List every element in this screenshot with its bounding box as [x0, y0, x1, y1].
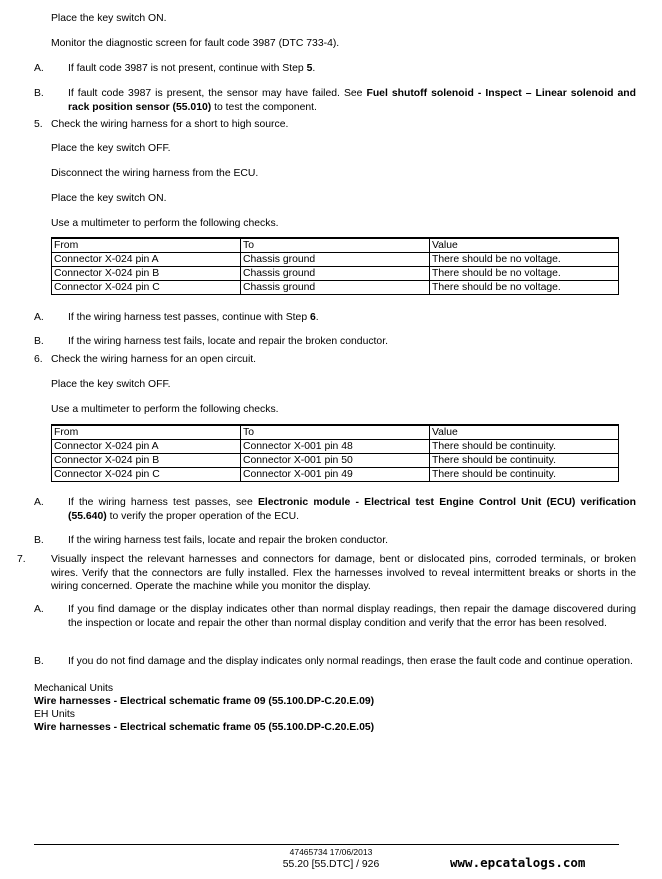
- option-letter: B.: [34, 88, 44, 99]
- step-ref[interactable]: 6: [310, 312, 316, 323]
- option-b: [34, 655, 636, 669]
- option-letter: A.: [34, 497, 44, 508]
- table-cell: Connector X-001 pin 48: [241, 440, 430, 454]
- voltage-check-table: [51, 237, 619, 295]
- footer-divider: [34, 844, 619, 845]
- table-cell: Connector X-001 pin 50: [241, 454, 430, 468]
- watermark: www.epcatalogs.com: [450, 855, 586, 870]
- page-number: 55.20 [55.DTC] / 926: [282, 859, 380, 870]
- table-cell: There should be no voltage.: [430, 281, 619, 295]
- table-header-row: [52, 238, 619, 253]
- option-letter: A.: [34, 312, 44, 323]
- instruction: Place the key switch OFF.: [51, 143, 171, 154]
- column-header: Value: [430, 425, 619, 440]
- table-row: [52, 468, 619, 482]
- step-number: 6.: [34, 354, 43, 365]
- step-ref[interactable]: 5: [306, 63, 313, 74]
- table-cell: Connector X-024 pin B: [52, 267, 241, 281]
- option-letter: B.: [34, 336, 44, 347]
- step-number: 7.: [17, 554, 26, 565]
- option-a: A. If the wiring harness test passes, continue with Step 6.: [34, 312, 319, 323]
- table-cell: Chassis ground: [241, 253, 430, 267]
- cross-reference-link[interactable]: Wire harnesses - Electrical schematic frame 09 (55.100.DP-C.20.E.09): [34, 696, 375, 707]
- option-text: If you find damage or the display indicates other than normal display readings, then repair the damage discovered during the inspection or locate and repair the other than normal display condition and verify that the error has been resolved.: [68, 604, 636, 629]
- table-header-row: [52, 425, 619, 440]
- continuity-check-table: [51, 424, 619, 482]
- table-cell: Connector X-024 pin A: [52, 253, 241, 267]
- table-row: [52, 253, 619, 267]
- option-text: If the wiring harness test passes, see: [68, 497, 258, 508]
- option-letter: A.: [34, 604, 44, 615]
- instruction-key-on: Place the key switch ON.: [51, 13, 167, 24]
- step-title: Check the wiring harness for an open circuit.: [51, 354, 257, 365]
- option-a: [34, 603, 636, 630]
- step-7: [17, 553, 636, 594]
- instruction: Disconnect the wiring harness from the ECU.: [51, 168, 259, 179]
- table-cell: Connector X-024 pin C: [52, 281, 241, 295]
- column-header: Value: [430, 238, 619, 253]
- table-row: [52, 267, 619, 281]
- table-cell: Connector X-024 pin B: [52, 454, 241, 468]
- instruction: Place the key switch ON.: [51, 193, 167, 204]
- column-header: To: [241, 425, 430, 440]
- table-cell: There should be continuity.: [430, 440, 619, 454]
- column-header: To: [241, 238, 430, 253]
- table-row: [52, 281, 619, 295]
- instruction: Place the key switch OFF.: [51, 379, 171, 390]
- table-cell: There should be no voltage.: [430, 253, 619, 267]
- table-row: [52, 454, 619, 468]
- table-cell: Chassis ground: [241, 267, 430, 281]
- column-header: From: [52, 425, 241, 440]
- table-cell: Connector X-024 pin A: [52, 440, 241, 454]
- option-a: A. If fault code 3987 is not present, continue with Step 5.: [34, 63, 316, 74]
- option-text: If the wiring harness test passes, continue with Step: [68, 312, 310, 323]
- step-title: Visually inspect the relevant harnesses and connectors for damage, bent or dislocated pins, corroded terminals, or broken wires. Verify that the connectors are fully installed. Flex the harnesses involved to reveal intermittent breaks or shorts in the wiring concerned. Operate the machine while you monitor the display.: [51, 554, 636, 592]
- option-text: If fault code 3987 is present, the sensor may have failed. See: [68, 88, 367, 99]
- units-label-mechanical: Mechanical Units: [34, 683, 114, 694]
- option-b: [34, 534, 636, 548]
- instruction: Use a multimeter to perform the following checks.: [51, 404, 279, 415]
- instruction: Use a multimeter to perform the following checks.: [51, 218, 279, 229]
- column-header: From: [52, 238, 241, 253]
- step-title: Check the wiring harness for a short to high source.: [51, 119, 289, 130]
- table-row: [52, 440, 619, 454]
- cross-reference-link[interactable]: Wire harnesses - Electrical schematic frame 05 (55.100.DP-C.20.E.05): [34, 722, 375, 733]
- table-cell: Chassis ground: [241, 281, 430, 295]
- step-number: 5.: [34, 119, 43, 130]
- option-a: A. If the wiring harness test passes, see Electronic module - Electrical test Engine Control Unit (ECU) verification (55.640) to verify the proper operation of the ECU.: [34, 497, 636, 522]
- table-cell: There should be continuity.: [430, 454, 619, 468]
- option-letter: B.: [34, 656, 44, 667]
- table-cell: There should be no voltage.: [430, 267, 619, 281]
- cross-reference-link[interactable]: Electronic module - Electrical test Engine Control Unit (ECU) verification (55.640): [68, 497, 636, 522]
- option-text: If you do not find damage and the display indicates only normal readings, then erase the fault code and continue operation.: [68, 656, 633, 667]
- units-label-eh: EH Units: [34, 709, 75, 720]
- cross-reference-link[interactable]: Fuel shutoff solenoid - Inspect – Linear solenoid and rack position sensor (55.010): [68, 88, 636, 113]
- table-cell: Connector X-001 pin 49: [241, 468, 430, 482]
- document-id: 47465734 17/06/2013: [289, 847, 373, 857]
- table-cell: Connector X-024 pin C: [52, 468, 241, 482]
- option-b: B. If fault code 3987 is present, the sensor may have failed. See Fuel shutoff solenoid - Inspect – Linear solenoid and rack position sensor (55.010) to test the component.: [34, 88, 636, 113]
- option-text: If fault code 3987 is not present, continue with Step: [68, 63, 307, 74]
- option-b: [34, 335, 636, 349]
- option-letter: B.: [34, 535, 44, 546]
- option-text: If the wiring harness test fails, locate and repair the broken conductor.: [68, 535, 388, 546]
- instruction-monitor: Monitor the diagnostic screen for fault code 3987 (DTC 733-4).: [51, 38, 340, 49]
- table-cell: There should be continuity.: [430, 468, 619, 482]
- option-letter: A.: [34, 63, 44, 74]
- option-text: If the wiring harness test fails, locate and repair the broken conductor.: [68, 336, 388, 347]
